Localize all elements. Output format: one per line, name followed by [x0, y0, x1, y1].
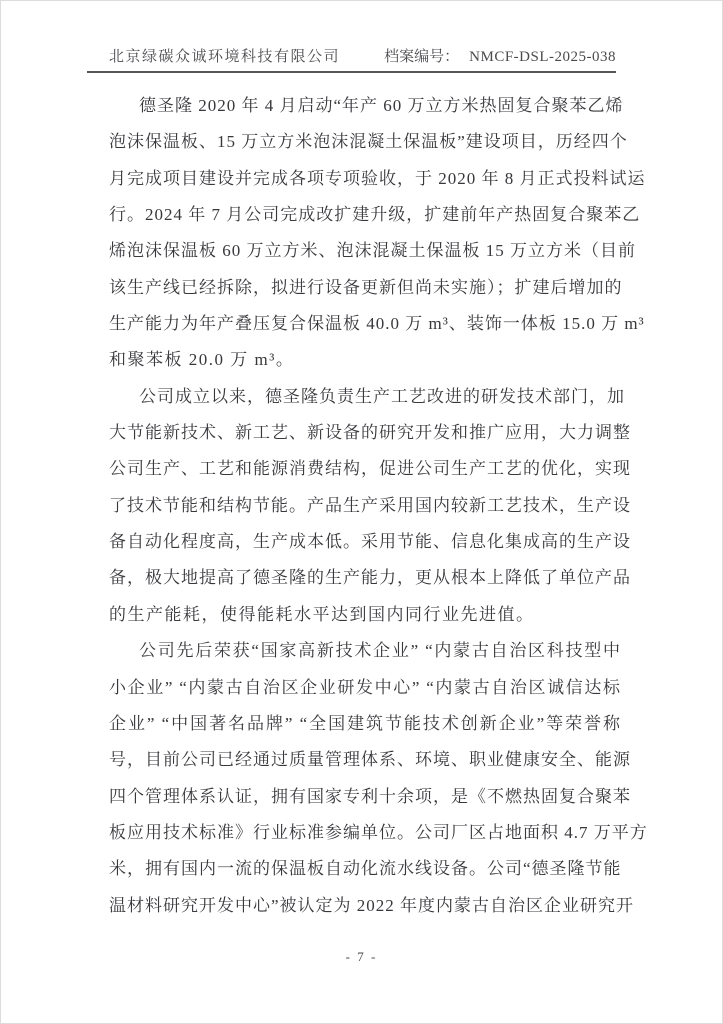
text-line: 该生产线已经拆除，拟进行设备更新但尚未实施）；扩建后增加的 [109, 277, 623, 297]
text-line: 大节能新技术、新工艺、新设备的研究开发和推广应用，大力调整 [109, 423, 631, 443]
archive-label: 档案编号： [384, 49, 460, 65]
text-line: 生产能力为年产叠压复合保温板 40.0 万 m³、装饰一体板 15.0 万 m³ [109, 314, 645, 334]
text-line: 备，极大地提高了德圣隆的生产能力，更从根本上降低了单位产品 [109, 568, 631, 588]
text-line: 的生产能耗，使得能耗水平达到国内同行业先进值。 [109, 604, 535, 624]
archive-number: NMCF-DSL-2025-038 [469, 49, 616, 65]
text-line: 行。2024 年 7 月公司完成改扩建升级，扩建前年产热固复合聚苯乙 [109, 205, 641, 225]
text-line: 德圣隆 2020 年 4 月启动“年产 60 万立方米热固复合聚苯乙烯 [139, 96, 624, 115]
header-divider-rule [87, 71, 616, 73]
text-line: 企业” “中国著名品牌” “全国建筑节能技术创新企业”等荣誉称 [109, 713, 621, 733]
header-archive [384, 45, 616, 66]
text-line: 备自动化程度高，生产成本低。采用节能、信息化集成高的生产设 [109, 532, 631, 552]
header-company-name: 北京绿碳众诚环境科技有限公司 [109, 49, 341, 65]
text-line: 公司先后荣获“国家高新技术企业” “内蒙古自治区科技型中 [139, 641, 621, 661]
text-line: 泡沫保温板、15 万立方米泡沫混凝土保温板”建设项目，历经四个 [109, 132, 628, 152]
text-line: 了技术节能和结构节能。产品生产采用国内较新工艺技术，生产设 [109, 495, 631, 515]
text-line: 和聚苯板 20.0 万 m³。 [109, 350, 295, 370]
text-line: 板应用技术标准》行业标准参编单位。公司厂区占地面积 4.7 万平方 [109, 822, 648, 842]
document-body-text [109, 88, 648, 924]
text-line: 米，拥有国内一流的保温板自动化流水线设备。公司“德圣隆节能 [109, 859, 622, 879]
text-line: 小企业” “内蒙古自治区企业研发中心” “内蒙古自治区诚信达标 [109, 677, 621, 697]
page-number: - 7 - [345, 949, 378, 964]
text-line: 温材料研究开发中心”被认定为 2022 年度内蒙古自治区企业研究开 [109, 895, 635, 915]
text-line: 烯泡沫保温板 60 万立方米、泡沫混凝土保温板 15 万立方米（目前 [109, 241, 636, 261]
text-line: 四个管理体系认证，拥有国家专利十余项，是《不燃热固复合聚苯 [109, 786, 631, 806]
text-line: 公司成立以来，德圣隆负责生产工艺改进的研发技术部门，加 [139, 386, 625, 406]
text-line: 号，目前公司已经通过质量管理体系、环境、职业健康安全、能源 [109, 750, 631, 770]
text-line: 公司生产、工艺和能源消费结构，促进公司生产工艺的优化，实现 [109, 459, 631, 479]
text-line: 月完成项目建设并完成各项专项验收，于 2020 年 8 月正式投料试运 [109, 168, 646, 188]
